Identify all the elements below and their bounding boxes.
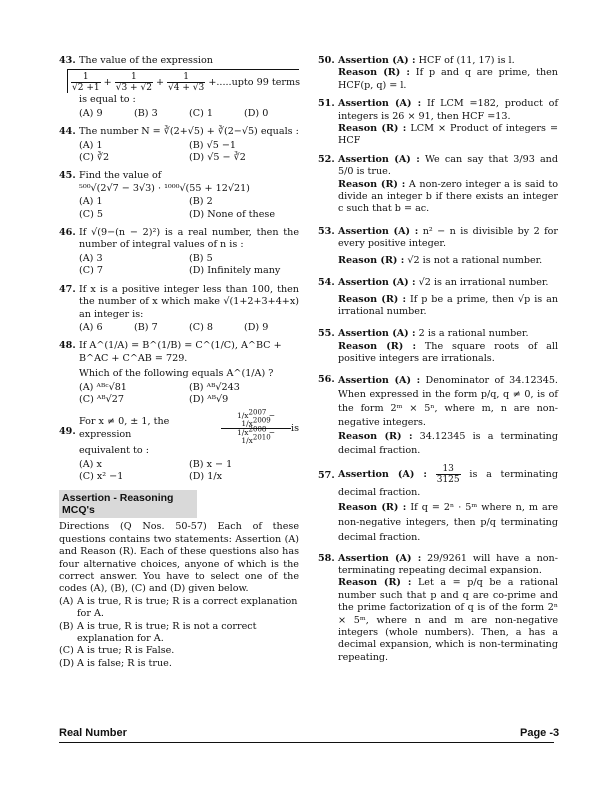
- question-58: 58. Assertion (A) : 29/9261 will have a non-terminating repeating decimal expansion. Reason (R) : Let a = p/q be a rational number such that p and q are co-prime and the prime factorization of q is of the form 2ⁿ × 5ᵐ, where n and m are non-negative integers (whole numbers). Then, a has a decimal expansion, which is non-terminating repeating.: [318, 552, 558, 663]
- question-55: 55. Assertion (A) : 2 is a rational number. Reason (R) : The square roots of all positive integers are irrationals.: [318, 328, 559, 365]
- question-number: 48.: [59, 340, 76, 352]
- options: [79, 459, 299, 484]
- question-number: 52.: [318, 153, 335, 165]
- question-49: 49. For x ≠ 0, ± 1, the expression $\frac{1/x2007 - 1/x2009}{1/x2008 - 1/x2010}$ is equivalent to : (A) x (B) x − 1 (C) x² −1 (D) 1/x: [59, 408, 299, 483]
- directions-text: Directions (Q Nos. 50-57) Each of these questions contains two statements: Assertion (A) and Reason (R). Each of these questions also has four alternative choices, anyone of which is the correct answer. You have to select one of the codes (A), (B), (C) and (D) given below.: [59, 521, 299, 595]
- left-column: [59, 55, 299, 670]
- question-text: If A^(1/A) = B^(1/B) = C^(1/C), A^BC + B^AC + C^AB = 729.: [79, 340, 282, 364]
- directions-block: [59, 521, 299, 670]
- option-a: (A) 1: [79, 196, 103, 208]
- option-c: (C) ∛2: [79, 152, 110, 164]
- question-number: 58.: [318, 552, 335, 564]
- question-number: 45.: [59, 170, 76, 182]
- option-b: (B) ᴬᴮ√243: [189, 381, 240, 393]
- option-a: (A) x: [79, 458, 102, 470]
- code-item: (B) A is true, R is true; R is not a correct explanation for A.: [59, 620, 257, 645]
- option-d: (D) 9: [244, 321, 269, 333]
- question-text: Find the value of: [79, 170, 162, 182]
- option-c: (C) 5: [79, 208, 103, 220]
- footer-page-number: Page -3: [520, 727, 560, 739]
- option-b: (B) x − 1: [189, 458, 233, 470]
- option-a: (A) 3: [79, 252, 103, 264]
- question-number: 47.: [59, 283, 76, 295]
- question-number: 50.: [318, 55, 335, 66]
- option-d: (D) 0: [244, 107, 269, 119]
- option-a: (A) 9: [79, 107, 103, 119]
- option-d: (D) Infinitely many: [189, 265, 281, 277]
- option-d: (D) ᴬᴮ√9: [189, 393, 229, 405]
- question-text: For x ≠ 0, ± 1, the expression: [79, 416, 170, 440]
- options: [79, 253, 299, 278]
- option-a: (A) ᴬᴮᶜ√81: [79, 381, 127, 393]
- option-c: (C) 1: [189, 107, 213, 119]
- code-item: (A) A is true, R is true; R is a correct explanation for A.: [59, 595, 298, 620]
- options: [79, 322, 299, 334]
- question-number: 53.: [318, 225, 335, 237]
- option-d: (D) √5 − ∛2: [189, 152, 246, 164]
- code-item: (D) A is false; R is true.: [59, 657, 172, 669]
- options: [79, 196, 299, 221]
- question-number: 46.: [59, 227, 76, 239]
- options: [79, 382, 299, 407]
- question-56: 56. Assertion (A) : Denominator of 34.12345. When expressed in the form p/q, q ≠ 0, is of the form 2ᵐ × 5ⁿ, where m, n are non-negative integers. Reason (R) : 34.12345 is a terminating decimal fraction.: [318, 373, 558, 456]
- question-text: If √(9−(n − 2)²) is a real number, then the number of integral values of n is :: [79, 227, 299, 251]
- option-c: (C) 8: [189, 321, 213, 333]
- section-heading: Assertion - Reasoning MCQ's: [59, 490, 197, 519]
- code-item: (C) A is true; R is False.: [59, 645, 175, 657]
- footer-rule: [59, 742, 554, 743]
- question-53: 53. Assertion (A) : n² − n is divisible by 2 for every positive integer. Reason (R) : √2 is not a rational number.: [318, 225, 558, 266]
- question-45: [59, 170, 299, 221]
- question-54: 54. Assertion (A) : √2 is an irrational number. Reason (R) : If p be a prime, then √p is an irrational number.: [318, 277, 558, 317]
- question-50: 50. Assertion (A) : HCF of (11, 17) is l. Reason (R) : If p and q are prime, then HCF(p, q) = l.: [318, 55, 558, 91]
- right-column: [318, 55, 558, 670]
- question-57: 57. Assertion (A) : $\frac{13}{3125}$ is a terminating decimal fraction. Reason (R) : If q = 2ⁿ · 5ᵐ where n, m are non-negative integers, then p/q terminating decimal fraction.: [318, 463, 558, 543]
- which-text: Which of the following equals A^(1/A) ?: [79, 368, 274, 380]
- expression: $\frac{1}{√2 +1}$ + $\frac{1}{√3 + √2}$ + $\frac{1}{√4 + √3}$ +.....upto 99 terms: [67, 69, 299, 93]
- equal-text: is equal to :: [79, 94, 136, 106]
- question-number: 57.: [318, 469, 335, 481]
- option-b: (B) 3: [134, 107, 158, 119]
- option-d: (D) 1/x: [189, 471, 222, 483]
- question-number: 54.: [318, 277, 335, 289]
- options: [79, 108, 299, 120]
- question-51: 51. Assertion (A) : If LCM =182, product of integers is 26 × 91, then HCF =13. Reason (R) : LCM × Product of integers = HCF: [318, 98, 558, 147]
- options: [79, 140, 299, 165]
- expression-fraction: $\frac{1/x2007 - 1/x2009}{1/x2008 - 1/x2010}$: [221, 412, 291, 445]
- option-b: (B) 7: [134, 321, 158, 333]
- equiv-text: equivalent to :: [79, 445, 149, 457]
- question-number: 55.: [318, 328, 335, 340]
- expression: ⁵⁰⁰√(2√7 − 3√3) · ¹⁰⁰⁰√(55 + 12√21): [79, 182, 250, 194]
- question-48: [59, 340, 299, 406]
- question-text: The value of the expression: [79, 55, 213, 66]
- question-number: 49.: [59, 426, 76, 438]
- option-c: (C) ᴬᴮ√27: [79, 393, 124, 405]
- question-52: 52. Assertion (A) : We can say that 3/93 and 5/0 is true. Reason (R) : A non-zero integer a is said to divide an integer b if there exists an integer c such that b = ac.: [318, 153, 559, 215]
- option-b: (B) 2: [189, 196, 213, 208]
- option-a: (A) 1: [79, 139, 103, 151]
- question-47: [59, 284, 299, 335]
- option-b: (B) √5 −1: [189, 139, 236, 151]
- question-number: 51.: [318, 98, 335, 110]
- question-text: The number N = ∛(2+√5) + ∛(2−√5) equals :: [79, 126, 299, 138]
- option-a: (A) 6: [79, 321, 103, 333]
- question-43: [59, 55, 299, 120]
- option-d: (D) None of these: [189, 208, 275, 220]
- option-b: (B) 5: [189, 252, 213, 264]
- question-text: If x is a positive integer less than 100, then the number of x which make √(1+2+3+4+x) an integer is:: [79, 283, 299, 320]
- fraction: $\frac{13}{3125}$: [436, 463, 460, 485]
- footer-chapter: Real Number: [59, 727, 127, 739]
- option-c: (C) x² −1: [79, 471, 124, 483]
- question-number: 56.: [318, 373, 335, 385]
- question-44: [59, 126, 299, 164]
- question-number: 43.: [59, 55, 76, 66]
- option-c: (C) 7: [79, 265, 103, 277]
- question-number: 44.: [59, 126, 76, 138]
- question-46: [59, 227, 299, 278]
